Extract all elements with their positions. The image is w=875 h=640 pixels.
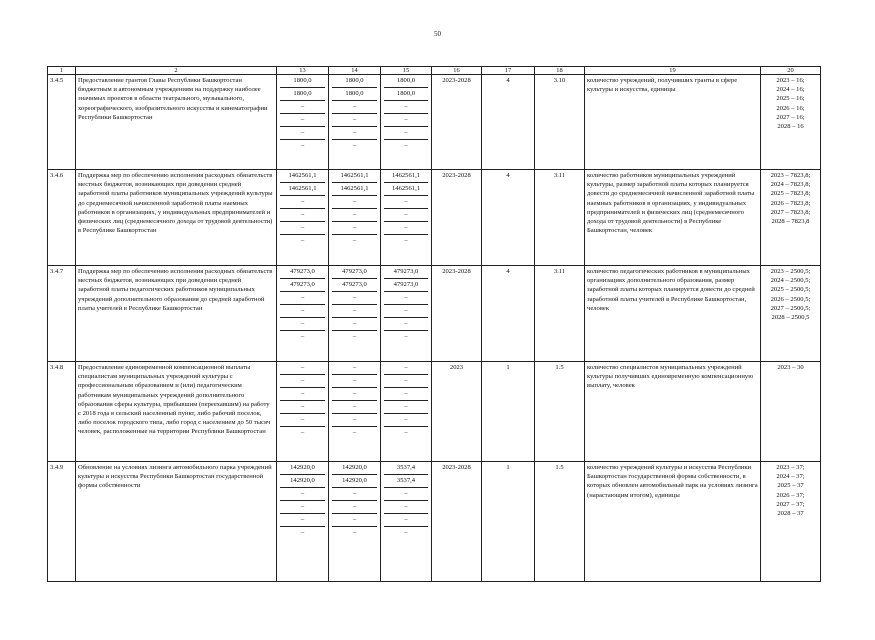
row-number: 3.4.9	[48, 462, 76, 582]
finance-value: –	[280, 401, 325, 414]
target-values-cell	[761, 462, 821, 582]
finance-value: –	[332, 488, 377, 501]
col-header: 16	[432, 67, 482, 75]
finance-value: –	[384, 196, 428, 209]
finance-value: 479273,0	[280, 266, 325, 279]
col-header: 18	[535, 67, 585, 75]
finance-value: 1462561,1	[384, 170, 428, 183]
indicator-ref-cell: 1.5	[535, 362, 585, 462]
table-row	[48, 170, 821, 266]
finance-value: –	[332, 114, 377, 127]
finance-cell-c13	[277, 170, 329, 266]
indicator-description: количество учреждений, получивших гранты в сфере культуры и искусства, единицы	[585, 75, 761, 170]
measure-name: Поддержка мер по обеспечению исполнения расходных обязательств местных бюджетов, возникающих при доведении средней заработной платы педагогических работников муниципальных учреждений дополнительного образования до средней заработной платы учителей в Республике Башкортостан	[76, 266, 277, 362]
row-number: 3.4.8	[48, 362, 76, 462]
finance-value: 1800,0	[280, 88, 325, 101]
page-number: 50	[434, 30, 441, 38]
finance-value: –	[384, 114, 428, 127]
target-value: 2024 – 37;	[776, 473, 805, 481]
finance-value: –	[332, 414, 377, 427]
finance-value: 479273,0	[384, 279, 428, 292]
finance-value: 142920,0	[280, 462, 325, 475]
finance-cell-c15	[381, 362, 432, 462]
finance-value: 1800,0	[332, 88, 377, 101]
goal-cell: 1	[482, 362, 535, 462]
finance-value: –	[280, 318, 325, 331]
row-number: 3.4.5	[48, 75, 76, 170]
col-header: 14	[329, 67, 381, 75]
finance-value: 479273,0	[280, 279, 325, 292]
finance-value: –	[404, 142, 408, 149]
table-row	[48, 462, 821, 582]
finance-value: –	[332, 209, 377, 222]
finance-value: –	[384, 209, 428, 222]
finance-value: 142920,0	[280, 475, 325, 488]
row-number: 3.4.6	[48, 170, 76, 266]
target-value: 2027 – 2500,5;	[770, 304, 811, 312]
finance-value: 1462561,1	[384, 183, 428, 196]
finance-value: 3537,4	[384, 462, 428, 475]
finance-value: –	[384, 362, 428, 375]
finance-value: –	[300, 142, 305, 149]
col-header: 1	[48, 67, 76, 75]
finance-value: –	[332, 501, 377, 514]
target-value: 2026 – 37;	[776, 491, 805, 499]
finance-value: –	[280, 501, 325, 514]
finance-cell-c14	[329, 462, 381, 582]
target-value: 2024 – 7823,8;	[770, 181, 811, 189]
target-value: 2025 – 37	[777, 482, 804, 490]
finance-value: –	[384, 514, 428, 527]
target-value: 2024 – 16;	[776, 86, 805, 94]
indicator-description: количество учреждений культуры и искусства Республики Башкортостан государственной формы собственности, в которых обновлен автомобильный парк на условиях лизинга (нарастающим итогом), единицы	[585, 462, 761, 582]
finance-value: –	[332, 375, 377, 388]
target-value: 2027 – 16;	[776, 113, 805, 121]
finance-value: –	[300, 429, 305, 436]
finance-value: –	[404, 529, 408, 536]
target-values-cell	[761, 170, 821, 266]
finance-cell-c13	[277, 462, 329, 582]
indicator-ref-cell: 3.10	[535, 75, 585, 170]
period-cell: 2023-2028	[432, 75, 482, 170]
finance-value: –	[332, 127, 377, 140]
finance-value: –	[384, 401, 428, 414]
col-header: 17	[482, 67, 535, 75]
finance-value: –	[280, 514, 325, 527]
finance-value: –	[280, 488, 325, 501]
finance-value: 142920,0	[332, 462, 377, 475]
finance-cell-c15	[381, 266, 432, 362]
finance-value: –	[352, 333, 357, 340]
target-value: 2023 – 16;	[776, 77, 805, 84]
target-value: 2027 – 37;	[776, 500, 805, 508]
finance-value: –	[332, 514, 377, 527]
program-table	[47, 66, 821, 582]
finance-value: –	[404, 333, 408, 340]
finance-value: –	[280, 305, 325, 318]
finance-value: 1800,0	[384, 88, 428, 101]
indicator-ref-cell: 1.5	[535, 462, 585, 582]
finance-value: 3537,4	[384, 475, 428, 488]
finance-value: –	[300, 333, 305, 340]
finance-cell-c13	[277, 266, 329, 362]
finance-value: 1800,0	[332, 75, 377, 88]
finance-cell-c15	[381, 75, 432, 170]
finance-value: 479273,0	[332, 266, 377, 279]
indicator-description: количество педагогических работников в муниципальных организациях дополнительного образования, размер заработной платы которых планируется довести до средней заработной платы учителей в Республике Башкортостан, человек	[585, 266, 761, 362]
goal-cell: 4	[482, 170, 535, 266]
finance-value: –	[352, 429, 357, 436]
finance-value: –	[384, 292, 428, 305]
finance-value: 479273,0	[384, 266, 428, 279]
finance-value: –	[300, 529, 305, 536]
target-value: 2025 – 16;	[776, 95, 805, 103]
finance-cell-c13	[277, 362, 329, 462]
finance-value: –	[404, 429, 408, 436]
finance-value: –	[384, 222, 428, 235]
finance-value: 1462561,1	[332, 183, 377, 196]
goal-cell: 4	[482, 75, 535, 170]
finance-value: –	[332, 101, 377, 114]
finance-value: –	[300, 237, 305, 244]
finance-value: –	[280, 414, 325, 427]
target-value: 2023 – 7823,8;	[770, 172, 811, 179]
finance-cell-c14	[329, 266, 381, 362]
goal-cell: 4	[482, 266, 535, 362]
table-row	[48, 362, 821, 462]
target-value: 2023 – 30	[777, 364, 804, 371]
finance-value: –	[280, 292, 325, 305]
target-value: 2026 – 2500,5;	[770, 295, 811, 303]
finance-value: 1800,0	[384, 75, 428, 88]
finance-value: –	[352, 142, 357, 149]
col-header: 13	[277, 67, 329, 75]
finance-value: 1462561,1	[280, 170, 325, 183]
finance-value: –	[280, 388, 325, 401]
finance-value: –	[332, 318, 377, 331]
finance-value: –	[280, 127, 325, 140]
finance-value: –	[352, 529, 357, 536]
target-value: 2024 – 2500,5;	[770, 277, 811, 285]
target-value: 2023 – 2500,5;	[770, 268, 811, 275]
target-values-cell	[761, 266, 821, 362]
finance-value: –	[280, 222, 325, 235]
finance-value: –	[280, 196, 325, 209]
col-header: 19	[585, 67, 761, 75]
target-value: 2028 – 2500,5	[771, 314, 810, 322]
finance-value: –	[384, 488, 428, 501]
finance-value: 1462561,1	[280, 183, 325, 196]
col-header: 20	[761, 67, 821, 75]
finance-cell-c14	[329, 75, 381, 170]
period-cell: 2023-2028	[432, 462, 482, 582]
target-value: 2023 – 37;	[776, 464, 805, 471]
table-row	[48, 75, 821, 170]
header-row	[48, 67, 821, 75]
target-value: 2025 – 7823,8;	[770, 190, 811, 198]
finance-value: –	[384, 305, 428, 318]
measure-name: Предоставление грантов Главы Республики Башкортостан бюджетным и автономным учреждениям на поддержку наиболее значимых проектов в области театрального, музыкального, хореографического, изобразительного искусства и кинематографии Республики Башкортостан	[76, 75, 277, 170]
target-value: 2025 – 2500,5;	[770, 286, 811, 294]
measure-name: Обновление на условиях лизинга автомобильного парка учреждений культуры и искусства Республики Башкортостан государственной формы собственности	[76, 462, 277, 582]
target-value: 2027 – 7823,8;	[770, 208, 811, 216]
period-cell: 2023-2028	[432, 266, 482, 362]
finance-cell-c13	[277, 75, 329, 170]
target-value: 2028 – 37	[777, 510, 804, 518]
row-number: 3.4.7	[48, 266, 76, 362]
target-value: 2026 – 16;	[776, 104, 805, 112]
finance-value: –	[280, 101, 325, 114]
target-values-cell	[761, 362, 821, 462]
finance-value: –	[384, 414, 428, 427]
finance-value: –	[352, 237, 357, 244]
finance-value: –	[404, 237, 408, 244]
finance-cell-c14	[329, 362, 381, 462]
finance-value: –	[280, 362, 325, 375]
finance-value: –	[332, 401, 377, 414]
finance-value: –	[332, 196, 377, 209]
finance-value: 142920,0	[332, 475, 377, 488]
finance-value: –	[384, 388, 428, 401]
period-cell: 2023-2028	[432, 170, 482, 266]
indicator-ref-cell: 3.11	[535, 266, 585, 362]
period-cell: 2023	[432, 362, 482, 462]
table-row	[48, 266, 821, 362]
goal-cell: 1	[482, 462, 535, 582]
finance-cell-c14	[329, 170, 381, 266]
finance-value: –	[332, 305, 377, 318]
finance-value: –	[384, 127, 428, 140]
col-header: 15	[381, 67, 432, 75]
finance-value: –	[280, 114, 325, 127]
finance-value: –	[332, 292, 377, 305]
measure-name: Поддержка мер по обеспечению исполнения расходных обязательств местных бюджетов, возникающих при доведении средней заработной платы работников муниципальных учреждений культуры до среднемесячной начисленной заработной платы наемных работников в организациях, у индивидуальных предпринимателей и физических лиц (среднемесячного дохода от трудовой деятельности) в Республике Башкортостан	[76, 170, 277, 266]
finance-value: –	[332, 222, 377, 235]
target-values-cell	[761, 75, 821, 170]
indicator-ref-cell: 3.11	[535, 170, 585, 266]
finance-value: –	[384, 318, 428, 331]
finance-value: 1462561,1	[332, 170, 377, 183]
finance-cell-c15	[381, 462, 432, 582]
finance-value: –	[384, 101, 428, 114]
target-value: 2028 – 7823,8	[771, 218, 810, 226]
finance-value: 1800,0	[280, 75, 325, 88]
target-value: 2026 – 7823,8;	[770, 199, 811, 207]
indicator-description: количество специалистов муниципальных учреждений культуры получивших единовременную компенсационную выплату, человек	[585, 362, 761, 462]
indicator-description: количество работников муниципальных учреждений культуры, размер заработной платы которых планируется довести до среднемесячной начисленной заработной платы наемных работников в организациях, у индивидуальных предпринимателей и физических лиц (среднемесячного дохода от трудовой деятельности) в Республике Башкортостан, человек	[585, 170, 761, 266]
finance-value: –	[280, 209, 325, 222]
finance-value: –	[280, 375, 325, 388]
measure-name: Предоставление единовременной компенсационной выплаты специалистам муниципальных учреждений культуры с профессиональным образованием и (или) педагогическим работникам муниципальных учреждений дополнительного образования сферы культуры, прибывшим (переехавшим) на работу с 2018 года в сельский населенный пункт, либо рабочий поселок, либо поселок городского типа, либо город с населением до 50 тысяч человек, расположенные на территории Республики Башкортостан	[76, 362, 277, 462]
finance-value: 479273,0	[332, 279, 377, 292]
col-header: 2	[76, 67, 277, 75]
finance-value: –	[384, 501, 428, 514]
finance-value: –	[332, 388, 377, 401]
finance-value: –	[332, 362, 377, 375]
target-value: 2028 – 16	[777, 123, 804, 131]
finance-value: –	[384, 375, 428, 388]
finance-cell-c15	[381, 170, 432, 266]
